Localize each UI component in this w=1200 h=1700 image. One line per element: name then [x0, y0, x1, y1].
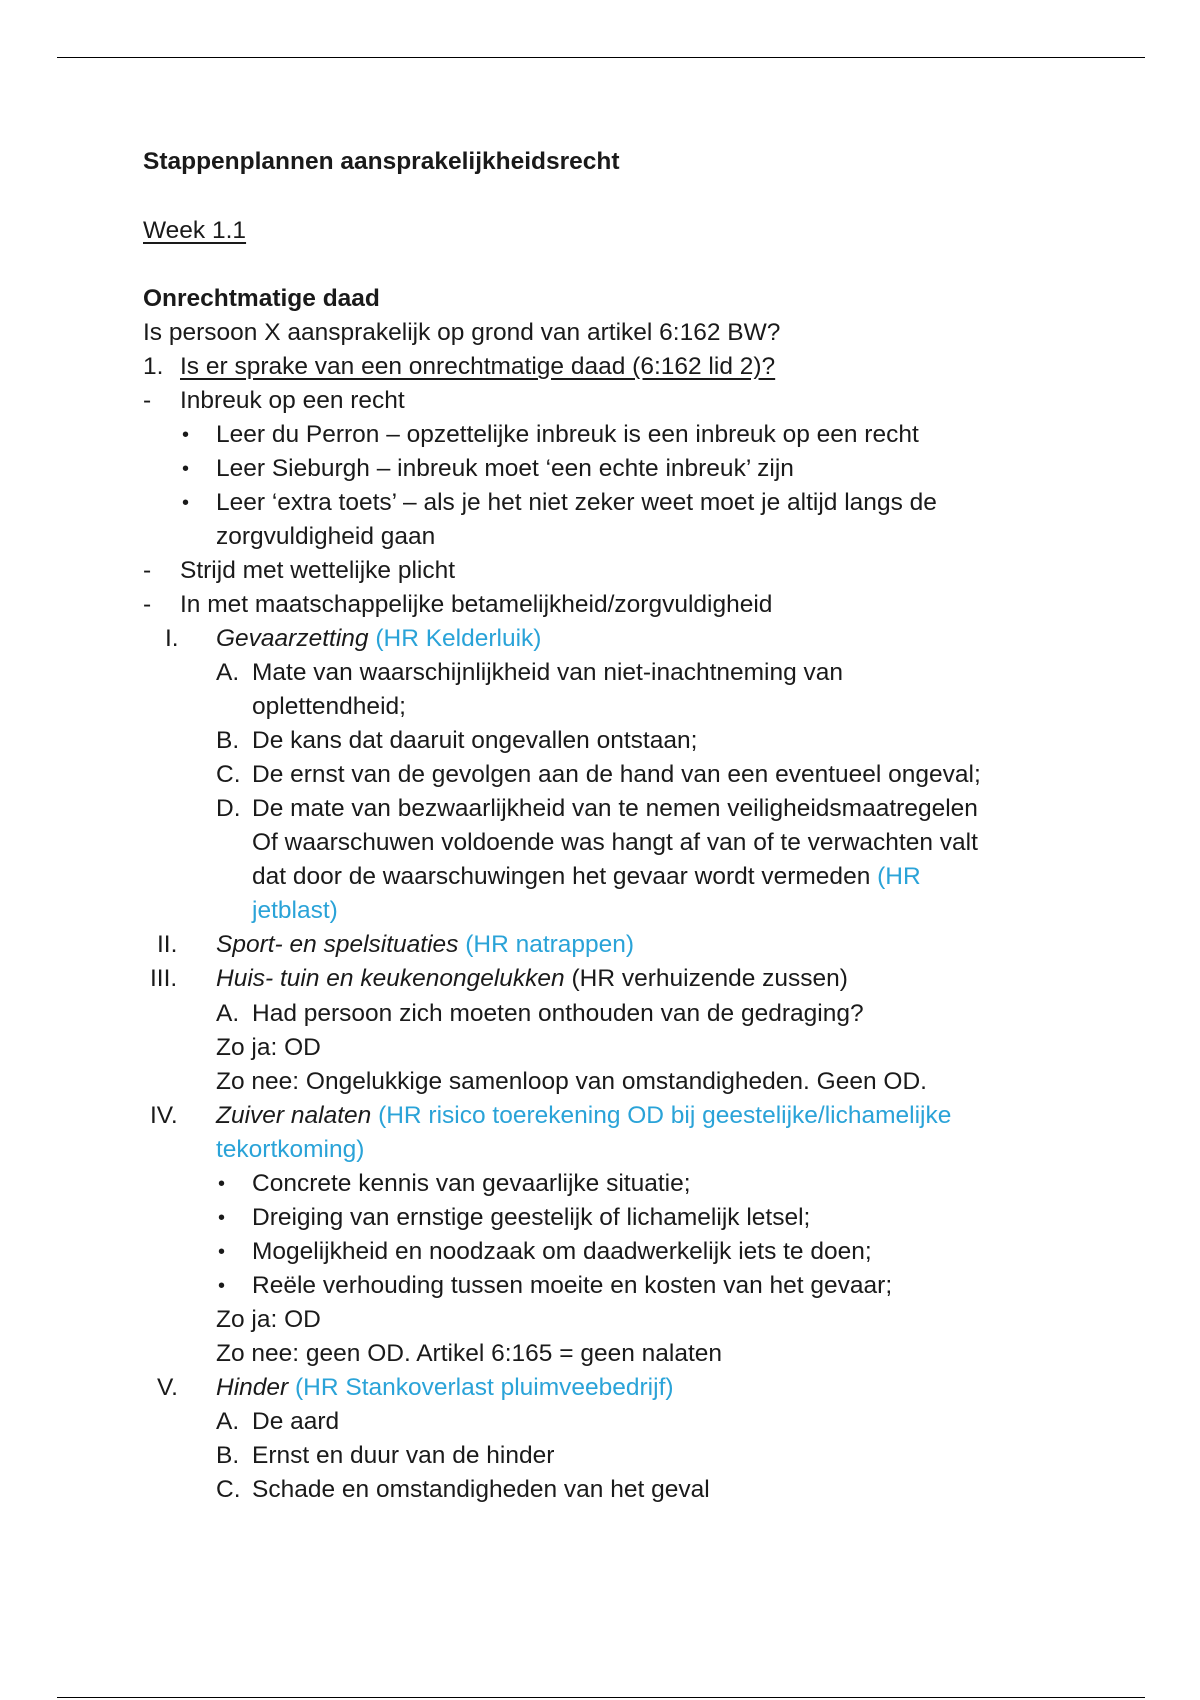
- list-item: Had persoon zich moeten onthouden van de gedraging?: [252, 1000, 864, 1027]
- list-item: Leer Sieburgh – inbreuk moet ‘een echte inbreuk’ zijn: [216, 455, 794, 482]
- bullet-marker: •: [218, 1207, 226, 1229]
- yes-line: Zo ja: OD: [216, 1306, 321, 1333]
- letter-marker: A.: [216, 1000, 240, 1027]
- note-text: dat door de waarschuwingen het gevaar wordt vermeden: [252, 863, 871, 890]
- roman-marker: V.: [157, 1374, 178, 1401]
- section-5-heading: [216, 1371, 674, 1405]
- section-1-title: Gevaarzetting: [216, 625, 369, 652]
- list-item: Mogelijkheid en noodzaak om daadwerkelijk iets te doen;: [252, 1238, 872, 1265]
- list-item-continuation: [252, 860, 921, 894]
- yes-line: Zo ja: OD: [216, 1034, 321, 1061]
- letter-marker: B.: [216, 727, 240, 754]
- letter-marker: C.: [216, 1476, 241, 1503]
- list-item: Concrete kennis van gevaarlijke situatie;: [252, 1170, 691, 1197]
- section-heading: Onrechtmatige daad: [143, 285, 380, 312]
- step-marker: 1.: [143, 353, 164, 380]
- dash-marker: -: [143, 557, 152, 584]
- bullet-marker: •: [218, 1173, 226, 1195]
- section-4-ref: (HR risico toerekening OD bij geestelijke/lichamelijke: [378, 1102, 952, 1129]
- list-item: De kans dat daaruit ongevallen ontstaan;: [252, 727, 698, 754]
- step-1-text: Is er sprake van een onrechtmatige daad (6:162 lid 2)?: [180, 353, 776, 380]
- list-item: Dreiging van ernstige geestelijk of lichamelijk letsel;: [252, 1204, 811, 1231]
- list-item: De mate van bezwaarlijkheid van te nemen veiligheidsmaatregelen: [252, 795, 978, 822]
- document-title: Stappenplannen aansprakelijkheidsrecht: [143, 148, 620, 175]
- list-item-continuation: Of waarschuwen voldoende was hangt af van of te verwachten valt: [252, 829, 978, 856]
- list-item-continuation: zorgvuldigheid gaan: [216, 523, 436, 550]
- dash-marker: -: [143, 387, 152, 414]
- list-item: Schade en omstandigheden van het geval: [252, 1476, 710, 1503]
- section-1-ref: (HR Kelderluik): [375, 625, 542, 652]
- roman-marker: IV.: [150, 1102, 178, 1129]
- dash-marker: -: [143, 591, 152, 618]
- section-5-title: Hinder: [216, 1374, 289, 1401]
- section-2-ref: (HR natrappen): [465, 931, 635, 958]
- list-item-continuation: oplettendheid;: [252, 693, 406, 720]
- roman-marker: II.: [157, 931, 178, 958]
- note-ref: (HR: [877, 863, 921, 890]
- question-text: Is persoon X aansprakelijk op grond van artikel 6:162 BW?: [143, 319, 781, 346]
- roman-marker: I.: [165, 625, 179, 652]
- list-item: Mate van waarschijnlijkheid van niet-inachtneming van: [252, 659, 844, 686]
- bullet-marker: •: [218, 1241, 226, 1263]
- no-line: Zo nee: Ongelukkige samenloop van omstandigheden. Geen OD.: [216, 1068, 927, 1095]
- letter-marker: A.: [216, 1408, 240, 1435]
- week-heading: Week 1.1: [143, 217, 247, 244]
- section-2-title: Sport- en spelsituaties: [216, 931, 459, 958]
- roman-marker: III.: [150, 965, 178, 992]
- list-item: Leer du Perron – opzettelijke inbreuk is een inbreuk op een recht: [216, 421, 919, 448]
- list-item: Leer ‘extra toets’ – als je het niet zeker weet moet je altijd langs de: [216, 489, 937, 516]
- bullet-marker: •: [182, 492, 190, 514]
- section-1-heading: [216, 622, 541, 656]
- list-item: Reële verhouding tussen moeite en kosten van het gevaar;: [252, 1272, 893, 1299]
- section-4-title: Zuiver nalaten: [216, 1102, 372, 1129]
- section-3-title: Huis- tuin en keukenongelukken: [216, 965, 565, 992]
- footer-rule: [57, 1697, 1145, 1698]
- section-4-ref-continuation: tekortkoming): [216, 1136, 365, 1163]
- section-3-heading: [216, 962, 848, 996]
- section-3-ref: (HR verhuizende zussen): [571, 965, 848, 992]
- list-item: De ernst van de gevolgen aan de hand van een eventueel ongeval;: [252, 761, 981, 788]
- list-item: Ernst en duur van de hinder: [252, 1442, 555, 1469]
- letter-marker: C.: [216, 761, 241, 788]
- section-2-heading: [216, 928, 634, 962]
- strijd-label: Strijd met wettelijke plicht: [180, 557, 456, 584]
- inbreuk-label: Inbreuk op een recht: [180, 387, 405, 414]
- letter-marker: D.: [216, 795, 241, 822]
- maatschappelijk-label: In met maatschappelijke betamelijkheid/zorgvuldigheid: [180, 591, 773, 618]
- bullet-marker: •: [218, 1275, 226, 1297]
- letter-marker: B.: [216, 1442, 240, 1469]
- list-item: De aard: [252, 1408, 340, 1435]
- bullet-marker: •: [182, 458, 190, 480]
- bullet-marker: •: [182, 424, 190, 446]
- no-line: Zo nee: geen OD. Artikel 6:165 = geen nalaten: [216, 1340, 723, 1367]
- letter-marker: A.: [216, 659, 240, 686]
- section-4-heading: [216, 1099, 951, 1133]
- note-ref-continuation: jetblast): [252, 897, 338, 924]
- section-5-ref: (HR Stankoverlast pluimveebedrijf): [295, 1374, 674, 1401]
